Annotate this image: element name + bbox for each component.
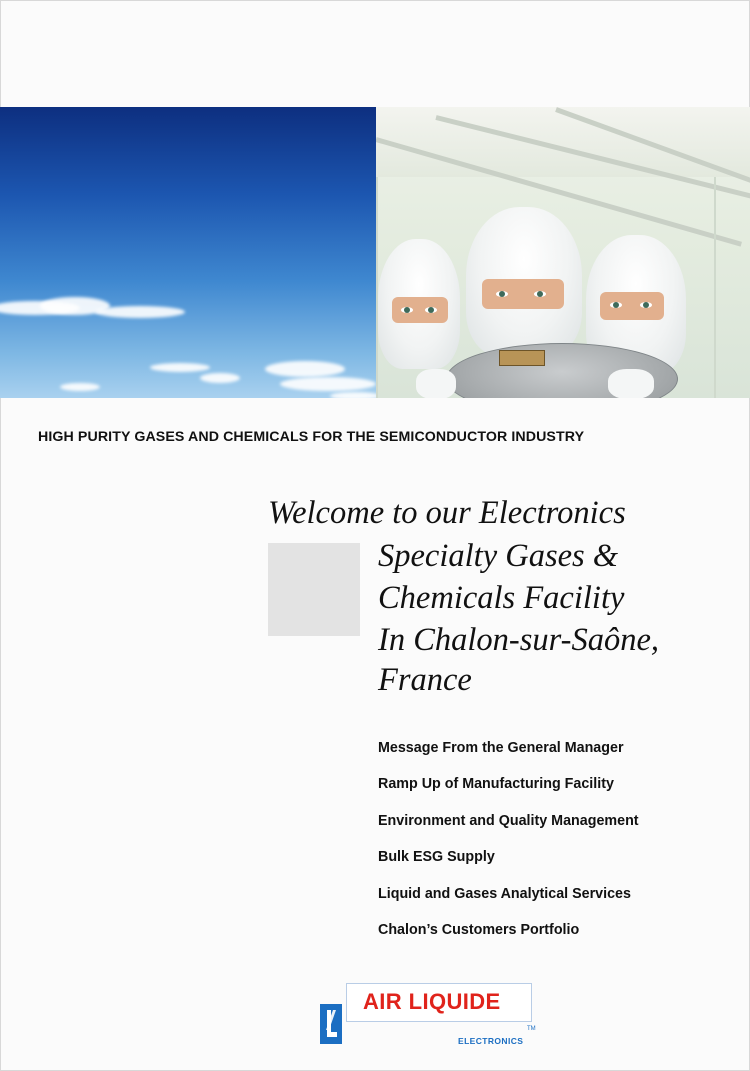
contents-item: Bulk ESG Supply [378,849,495,866]
decorative-grey-box [268,543,360,636]
welcome-line-3: Chemicals Facility [378,580,625,616]
sky-image [0,107,376,398]
welcome-line-2: Specialty Gases & [378,538,619,574]
welcome-line-5: France [378,662,472,698]
contents-item: Chalon’s Customers Portfolio [378,921,580,938]
headline: HIGH PURITY GASES AND CHEMICALS FOR THE SEMICONDUCTOR INDUSTRY [38,429,585,445]
contents-item: Message From the General Manager [378,740,624,756]
hero-banner [0,107,750,398]
contents-item: Ramp Up of Manufacturing Facility [378,776,614,793]
logo-division-text: ELECTRONICS [458,1036,524,1046]
contents-item: Liquid and Gases Analytical Services [378,885,631,902]
logo-trademark: TM [527,1026,536,1032]
cleanroom-image [376,107,750,398]
air-liquide-logo-icon [320,1004,342,1044]
contents-item: Environment and Quality Management [378,812,639,829]
microchip [499,350,545,366]
contents-list [378,739,639,957]
logo-brand-text: AIR LIQUIDE [363,989,501,1014]
welcome-line-4: In Chalon-sur-Saône, [378,622,659,658]
welcome-line-1: Welcome to our Electronics [268,495,626,531]
